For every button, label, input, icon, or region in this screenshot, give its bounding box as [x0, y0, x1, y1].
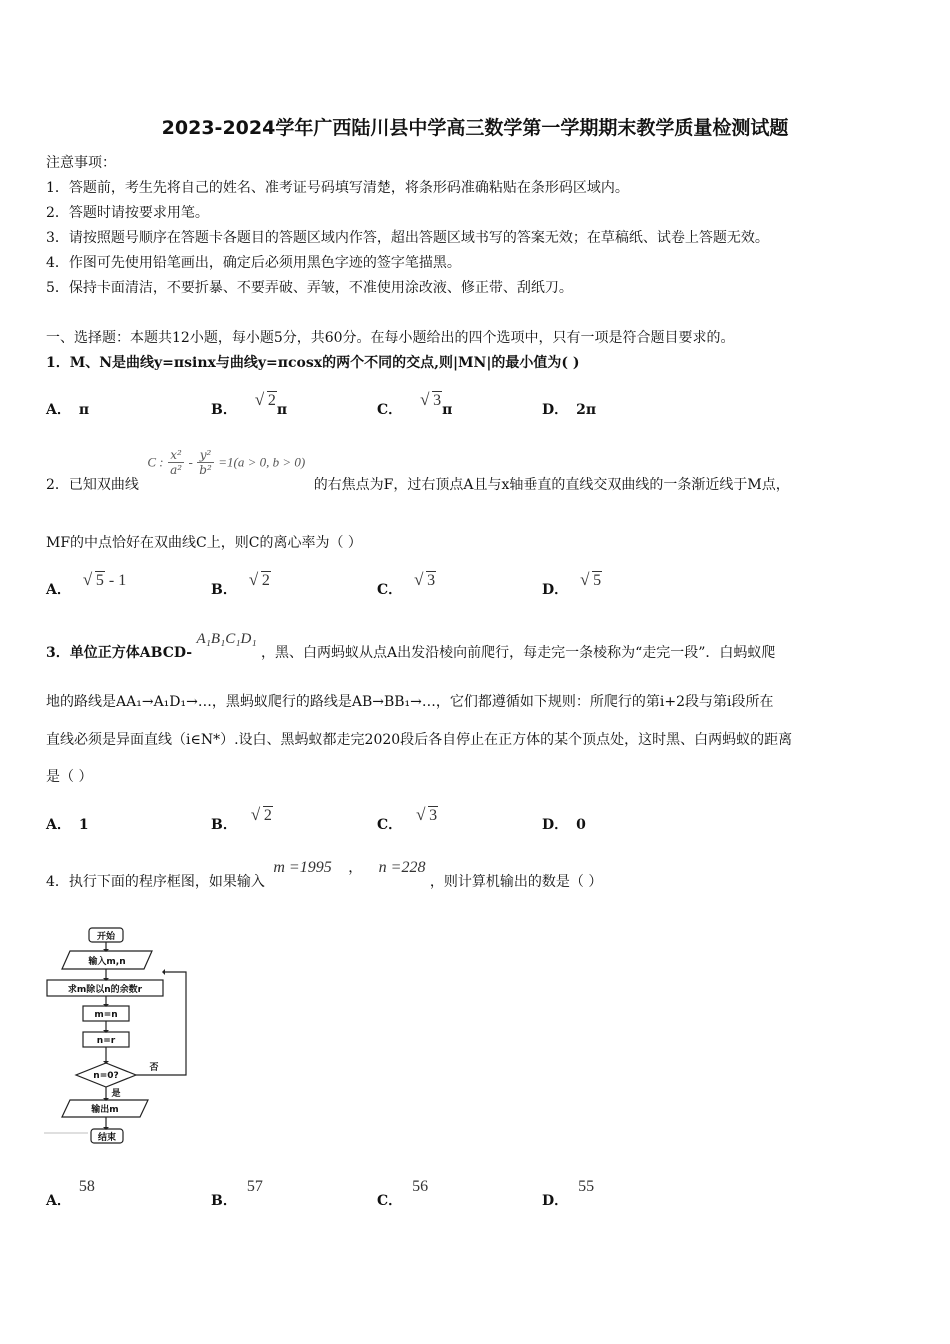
q4-option-a[interactable]: A．58	[46, 1178, 95, 1209]
note-item: 5．保持卡面清洁，不要折暴、不要弄破、弄皱，不准使用涂改液、修正带、刮纸刀。	[46, 280, 573, 296]
q1-option-a[interactable]: A． π	[46, 402, 90, 418]
sqrt-symbol: √ 2	[253, 807, 273, 825]
question-2-line2: MF的中点恰好在双曲线C上，则C的离心率为（ ）	[46, 535, 362, 551]
question-3-stem: 3．单位正方体ABCD- A₁B₁C₁D₁ ，黑、白两蚂蚁从点A出发沿棱向前爬行，每走完一条棱称为“走完一段”．白蚂蚁爬	[46, 631, 776, 661]
flow-input-label: 输入m,n	[88, 957, 126, 967]
q2-option-b[interactable]: B．√ 2	[211, 579, 271, 599]
flow-assign-m-label: m=n	[94, 1010, 118, 1020]
hyperbola-equation: C : $\frac{\text{x²}}{\text{a²}}$ - $\frac{\text{y²}}{\text{b²}}$ =1(a > 0, b > 0)	[147, 448, 306, 477]
flow-yes-label: 是	[111, 1089, 121, 1099]
flow-no-label: 否	[149, 1063, 159, 1073]
q4-option-d[interactable]: D．55	[542, 1178, 595, 1209]
note-item: 1．答题前，考生先将自己的姓名、准考证号码填写清楚，将条形码准确粘贴在条形码区域内。	[46, 180, 629, 196]
sqrt-symbol: √ 5	[582, 572, 602, 590]
q3-option-d[interactable]: D． 0	[542, 817, 586, 833]
section-heading: 一、选择题：本题共12小题，每小题5分，共60分。在每小题给出的四个选项中，只有一项是符合题目要求的。	[46, 330, 735, 346]
q1-option-c[interactable]: C．√ 3π	[377, 399, 452, 419]
note-item: 4．作图可先使用铅笔画出，确定后必须用黑色字迹的签字笔描黑。	[46, 255, 461, 271]
sqrt-symbol: √ 5	[85, 572, 105, 590]
q2-option-c[interactable]: C．√ 3	[377, 579, 436, 599]
cube-vertices: A₁B₁C₁D₁	[196, 631, 257, 647]
question-3-line2: 地的路线是AA₁→A₁D₁→…，黑蚂蚁爬行的路线是AB→BB₁→…，它们都遵循如下规则：所爬行的第i+2段与第i段所在	[46, 694, 774, 710]
flow-output-label: 输出m	[91, 1105, 119, 1115]
flowchart	[44, 924, 194, 1146]
question-3-line4: 是（ ）	[46, 769, 93, 785]
flow-assign-n-label: n=r	[96, 1036, 116, 1046]
question-3-line3: 直线必须是异面直线（i∈N*）.设白、黑蚂蚁都走完2020段后各自停止在正方体的某个顶点处，这时黑、白两蚂蚁的距离	[46, 732, 793, 748]
sqrt-symbol: √ 3	[422, 392, 442, 410]
flow-remainder-label: 求m除以n的余数r	[67, 985, 143, 995]
q3-option-c[interactable]: C．√ 3	[377, 814, 438, 834]
sqrt-symbol: √ 3	[418, 807, 438, 825]
q3-option-b[interactable]: B．√ 2	[211, 814, 273, 834]
q2-option-d[interactable]: D．√ 5	[542, 579, 602, 599]
note-item: 2．答题时请按要求用笔。	[46, 205, 209, 221]
q1-option-b[interactable]: B．√ 2π	[211, 399, 287, 419]
sqrt-symbol: √ 2	[251, 572, 271, 590]
q1-option-d[interactable]: D． 2π	[542, 402, 597, 418]
question-1-stem: 1．M、N是曲线y=πsinx与曲线y=πcosx的两个不同的交点,则|MN|的最小值为( )	[46, 355, 580, 371]
flow-end-label: 结束	[97, 1133, 117, 1143]
input-n: n =228	[378, 859, 426, 876]
question-2-stem: 2．已知双曲线 C : $\frac{\text{x²}}{\text{a²}}$ - $\frac{\text{y²}}{\text{b²}}$ =1(a > 0, b > 0) 的右焦点为F，过右顶点A且与x轴垂直的直线交双曲线的一条渐近线于M点，	[46, 448, 790, 493]
q4-option-b[interactable]: B．57	[211, 1178, 263, 1209]
sqrt-symbol: √ 3	[416, 572, 436, 590]
q4-option-c[interactable]: C．56	[377, 1178, 429, 1209]
flow-condition-label: n=0?	[93, 1071, 119, 1081]
q3-option-a[interactable]: A． 1	[46, 817, 89, 833]
input-m: m =1995	[273, 859, 332, 876]
flow-start-label: 开始	[96, 932, 116, 942]
question-4-stem: 4．执行下面的程序框图，如果输入 m =1995 ， n =228 ，则计算机输出的数是（ ）	[46, 859, 603, 890]
note-item: 3．请按照题号顺序在答题卡各题目的答题区域内作答，超出答题区域书写的答案无效；在草稿纸、试卷上答题无效。	[46, 230, 769, 246]
sqrt-symbol: √ 2	[257, 392, 277, 410]
notes-heading: 注意事项：	[46, 155, 116, 171]
q2-option-a[interactable]: A．√ 5 - 1	[46, 579, 126, 599]
page-title: 2023-2024学年广西陆川县中学高三数学第一学期期末教学质量检测试题	[161, 117, 789, 139]
